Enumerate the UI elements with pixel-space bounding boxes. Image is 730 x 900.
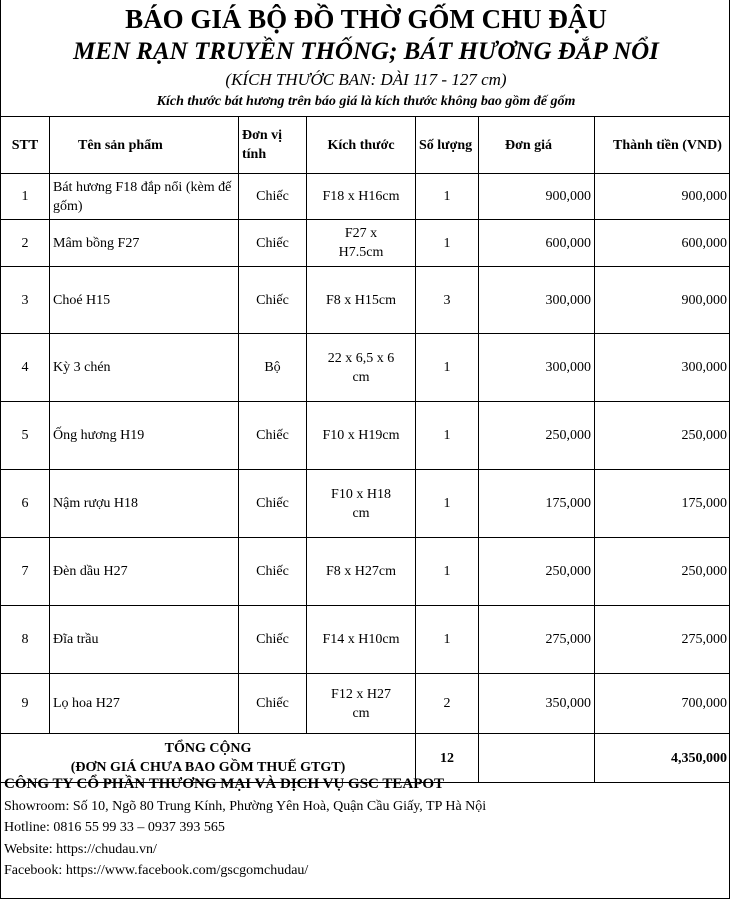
header-price: Đơn giá xyxy=(479,117,595,174)
cell-stt: 9 xyxy=(1,674,50,734)
summary-total: 4,350,000 xyxy=(595,734,730,783)
cell-name: Đĩa trầu xyxy=(50,606,239,674)
hotline: Hotline: 0816 55 99 33 – 0937 393 565 xyxy=(4,820,225,835)
cell-price: 350,000 xyxy=(479,674,595,734)
cell-price: 900,000 xyxy=(479,174,595,220)
cell-total: 275,000 xyxy=(595,606,730,674)
cell-unit: Chiếc xyxy=(239,470,307,538)
table-row xyxy=(1,174,730,220)
table-row xyxy=(1,606,730,674)
cell-name: Choé H15 xyxy=(50,267,239,334)
cell-qty: 1 xyxy=(416,220,479,267)
document-subtitle: MEN RẠN TRUYỀN THỐNG; BÁT HƯƠNG ĐẮP NỔI xyxy=(73,38,659,65)
cell-size: F10 x H18 cm xyxy=(307,470,416,538)
table-row xyxy=(1,674,730,734)
cell-qty: 1 xyxy=(416,538,479,606)
cell-name: Ống hương H19 xyxy=(50,402,239,470)
cell-price: 250,000 xyxy=(479,402,595,470)
cell-total: 700,000 xyxy=(595,674,730,734)
cell-unit: Chiếc xyxy=(239,402,307,470)
summary-qty: 12 xyxy=(416,734,479,783)
cell-name: Đèn dầu H27 xyxy=(50,538,239,606)
cell-qty: 1 xyxy=(416,334,479,402)
cell-stt: 2 xyxy=(1,220,50,267)
cell-qty: 3 xyxy=(416,267,479,334)
table-size-note: (KÍCH THƯỚC BAN: DÀI 117 - 127 cm) xyxy=(225,70,507,89)
cell-name: Mâm bồng F27 xyxy=(50,220,239,267)
cell-stt: 8 xyxy=(1,606,50,674)
website-link[interactable]: Website: https://chudau.vn/ xyxy=(4,841,157,857)
cell-size: F14 x H10cm xyxy=(307,606,416,674)
cell-size: F27 x H7.5cm xyxy=(307,220,416,267)
cell-stt: 7 xyxy=(1,538,50,606)
cell-size: F18 x H16cm xyxy=(307,174,416,220)
cell-name: Kỳ 3 chén xyxy=(50,334,239,402)
header-unit: Đơn vị tính xyxy=(239,117,307,174)
cell-total: 300,000 xyxy=(595,334,730,402)
cell-stt: 3 xyxy=(1,267,50,334)
cell-size: F10 x H19cm xyxy=(307,402,416,470)
cell-size: 22 x 6,5 x 6 cm xyxy=(307,334,416,402)
cell-qty: 1 xyxy=(416,470,479,538)
showroom-address: Showroom: Số 10, Ngõ 80 Trung Kính, Phường Yên Hoà, Quận Cầu Giấy, TP Hà Nội xyxy=(4,798,487,814)
facebook-link[interactable]: Facebook: https://www.facebook.com/gscgomchudau/ xyxy=(4,863,309,878)
header-name: Tên sản phẩm xyxy=(50,117,239,174)
size-note: Kích thước bát hương trên báo giá là kích thước không bao gồm đế gốm xyxy=(156,94,576,109)
cell-size: F12 x H27 cm xyxy=(307,674,416,734)
table-row xyxy=(1,267,730,334)
cell-unit: Chiếc xyxy=(239,220,307,267)
cell-name: Bát hương F18 đắp nổi (kèm đế gốm) xyxy=(50,174,239,220)
cell-qty: 1 xyxy=(416,174,479,220)
cell-price: 600,000 xyxy=(479,220,595,267)
document-title: BÁO GIÁ BỘ ĐỒ THỜ GỐM CHU ĐẬU xyxy=(125,4,607,34)
header-row xyxy=(1,117,730,174)
header-total: Thành tiền (VND) xyxy=(595,117,730,174)
header-size: Kích thước xyxy=(307,117,416,174)
cell-unit: Chiếc xyxy=(239,267,307,334)
cell-unit: Chiếc xyxy=(239,174,307,220)
cell-qty: 1 xyxy=(416,606,479,674)
cell-stt: 4 xyxy=(1,334,50,402)
cell-name: Nậm rượu H18 xyxy=(50,470,239,538)
cell-price: 250,000 xyxy=(479,538,595,606)
cell-total: 900,000 xyxy=(595,174,730,220)
cell-stt: 6 xyxy=(1,470,50,538)
cell-price: 275,000 xyxy=(479,606,595,674)
cell-price: 300,000 xyxy=(479,267,595,334)
table-row xyxy=(1,470,730,538)
cell-total: 600,000 xyxy=(595,220,730,267)
cell-size: F8 x H15cm xyxy=(307,267,416,334)
table-row xyxy=(1,220,730,267)
summary-price-empty xyxy=(479,734,595,783)
cell-total: 250,000 xyxy=(595,402,730,470)
cell-qty: 1 xyxy=(416,402,479,470)
summary-label-1: TỔNG CỘNG xyxy=(164,741,252,756)
cell-stt: 1 xyxy=(1,174,50,220)
cell-unit: Bộ xyxy=(239,334,307,402)
company-name: CÔNG TY CỔ PHẦN THƯƠNG MẠI VÀ DỊCH VỤ GSC TEAPOT xyxy=(4,776,445,792)
header-stt: STT xyxy=(1,117,50,174)
header-qty: Số lượng xyxy=(416,117,479,174)
cell-stt: 5 xyxy=(1,402,50,470)
cell-unit: Chiếc xyxy=(239,606,307,674)
price-table xyxy=(0,116,730,783)
company-footer xyxy=(4,774,486,882)
cell-unit: Chiếc xyxy=(239,674,307,734)
table-row xyxy=(1,334,730,402)
cell-name: Lọ hoa H27 xyxy=(50,674,239,734)
cell-price: 300,000 xyxy=(479,334,595,402)
cell-qty: 2 xyxy=(416,674,479,734)
table-row xyxy=(1,402,730,470)
cell-total: 250,000 xyxy=(595,538,730,606)
cell-total: 900,000 xyxy=(595,267,730,334)
table-row xyxy=(1,538,730,606)
summary-label-2: (ĐƠN GIÁ CHƯA BAO GỒM THUẾ GTGT) xyxy=(70,760,346,775)
cell-price: 175,000 xyxy=(479,470,595,538)
cell-unit: Chiếc xyxy=(239,538,307,606)
cell-total: 175,000 xyxy=(595,470,730,538)
cell-size: F8 x H27cm xyxy=(307,538,416,606)
